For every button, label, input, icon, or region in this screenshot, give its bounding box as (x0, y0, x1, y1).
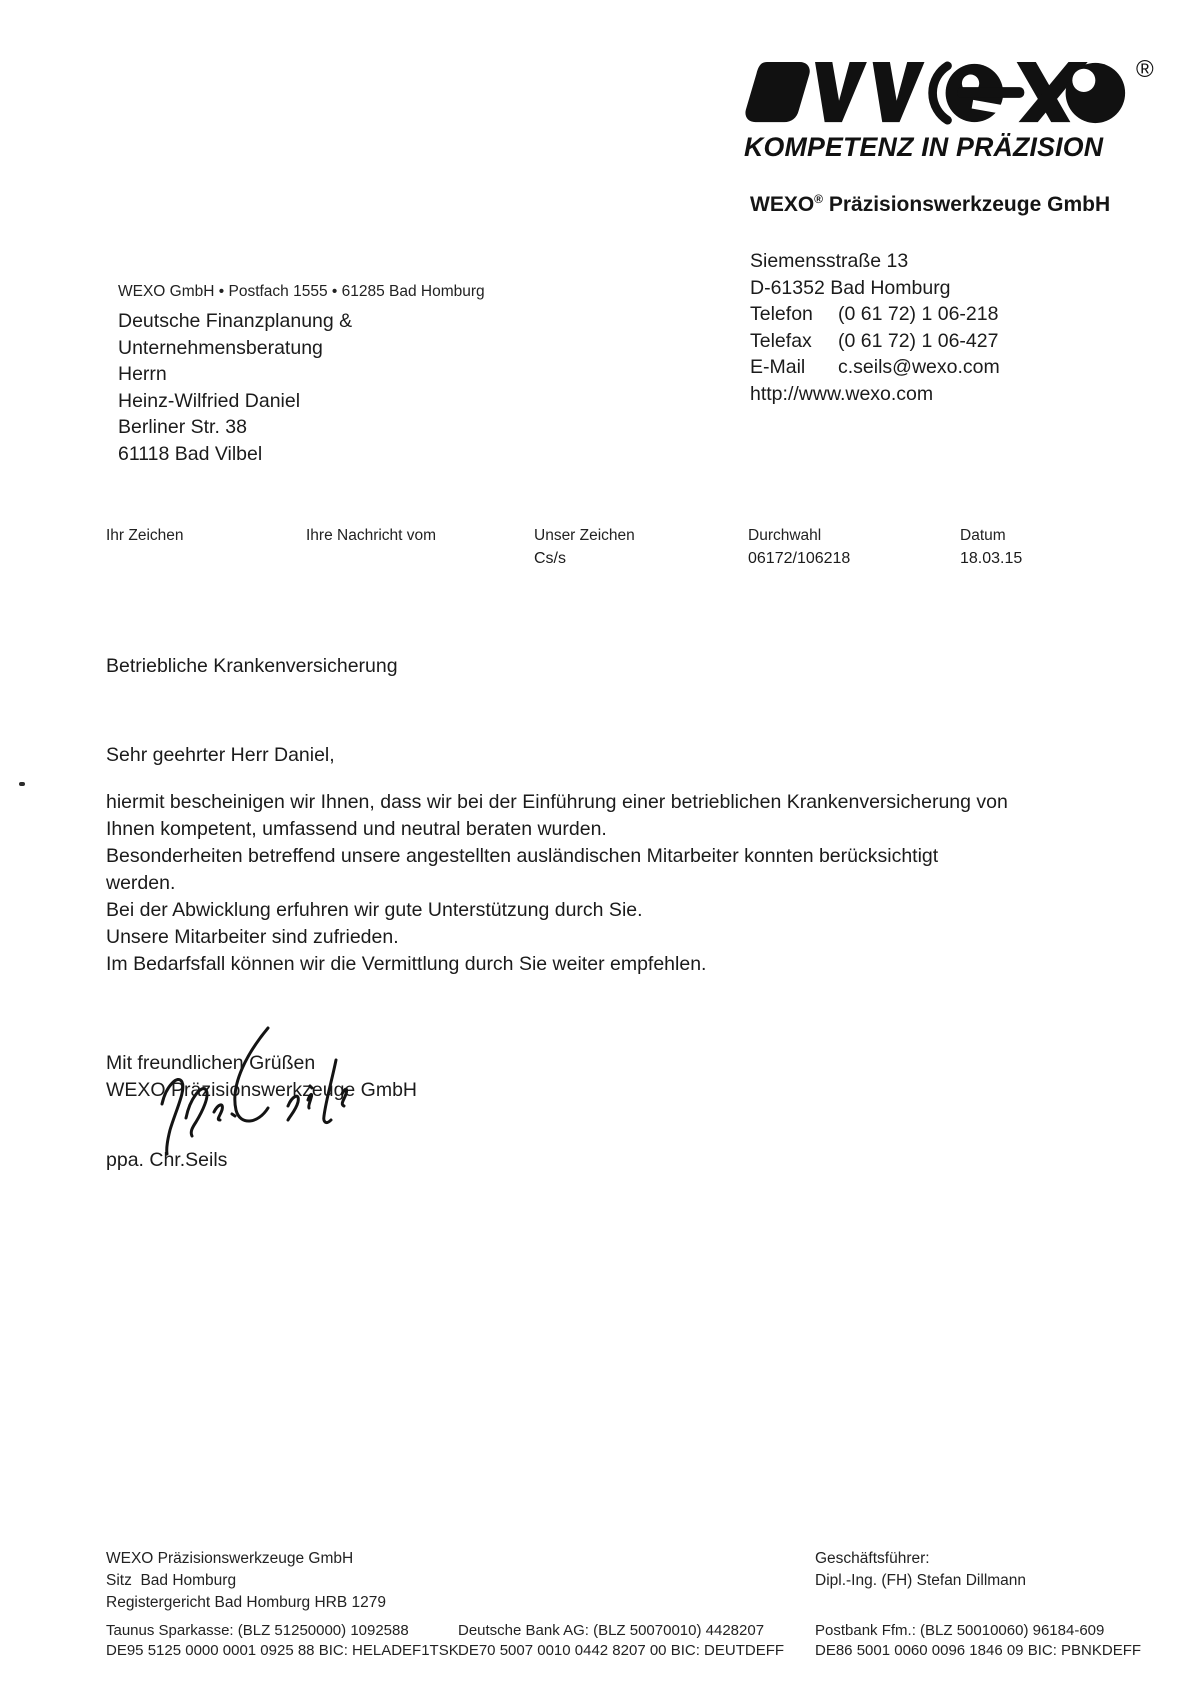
bank-column-postbank (815, 1621, 1141, 1661)
footer-management-line: Dipl.-Ing. (FH) Stefan Dillmann (815, 1571, 1027, 1589)
footer-company-line: WEXO Präzisionswerkzeuge GmbH (106, 1550, 354, 1567)
contact-fax-row (750, 328, 1000, 355)
logo-registered-mark: ® (1136, 56, 1154, 83)
subject-line: Betriebliche Krankenversicherung (106, 655, 398, 677)
bank-iban-line: DE95 5125 0000 0001 0925 88 BIC: HELADEF1TSK (106, 1641, 459, 1659)
bank-column-deutsche-bank (458, 1621, 784, 1661)
contact-website: http://www.wexo.com (750, 382, 934, 405)
bank-account-line: Deutsche Bank AG: (BLZ 50070010) 4428207 (458, 1622, 765, 1639)
recipient-line: 61118 Bad Vilbel (118, 442, 263, 465)
recipient-address (118, 308, 352, 468)
ref-value: 18.03.15 (960, 550, 1023, 567)
recipient-line: Heinz-Wilfried Daniel (118, 389, 301, 412)
body-line: Unsere Mitarbeiter sind zufrieden. (106, 926, 399, 948)
ref-label: Unser Zeichen (534, 527, 635, 544)
footer-company-line: Sitz Bad Homburg (106, 1571, 237, 1589)
signature-name: ppa. Chr.Seils (106, 1149, 228, 1171)
recipient-line: Unternehmensberatung (118, 336, 323, 359)
ref-label: Durchwahl (748, 527, 822, 544)
footer-company-line: Registergericht Bad Homburg HRB 1279 (106, 1593, 386, 1611)
body-line: werden. (106, 872, 176, 894)
ref-label: Ihre Nachricht vom (306, 527, 437, 544)
bank-column-taunus-sparkasse (106, 1621, 459, 1661)
phone-label: Telefon (750, 303, 813, 326)
recipient-line: Herrn (118, 363, 167, 386)
wexo-logo-icon (744, 60, 1128, 126)
closing-block (106, 1050, 417, 1104)
closing-company: WEXO Präzisionswerkzeuge GmbH (106, 1079, 418, 1101)
body-line: Besonderheiten betreffend unsere angestellten ausländischen Mitarbeiter konnten berücksichtigt (106, 845, 939, 867)
email-label: E-Mail (750, 356, 806, 379)
footer-company-block (106, 1548, 386, 1613)
contact-city: D-61352 Bad Homburg (750, 276, 951, 299)
closing-greeting: Mit freundlichen Grüßen (106, 1052, 316, 1074)
footer-management-block (815, 1548, 1026, 1592)
body-line: Im Bedarfsfall können wir die Vermittlung durch Sie weiter empfehlen. (106, 953, 707, 975)
company-registered-mark: ® (814, 192, 824, 206)
company-name-main: WEXO (750, 193, 815, 216)
wexo-logo-block (744, 56, 1184, 163)
bank-iban-line: DE70 5007 0010 0442 8207 00 BIC: DEUTDEFF (458, 1641, 785, 1659)
ref-col-ihr-zeichen (106, 527, 184, 568)
email-value: c.seils@wexo.com (838, 356, 1000, 379)
phone-value: (0 61 72) 1 06-218 (838, 303, 999, 326)
fax-label: Telefax (750, 329, 812, 352)
recipient-line: Deutsche Finanzplanung & (118, 310, 353, 332)
reference-row (0, 527, 1198, 587)
ref-value: 06172/106218 (748, 550, 851, 567)
logo-tagline: KOMPETENZ IN PRÄZISION (744, 132, 1104, 162)
sender-return-address: WEXO GmbH • Postfach 1555 • 61285 Bad Homburg (118, 283, 485, 300)
salutation: Sehr geehrter Herr Daniel, (106, 744, 335, 766)
bank-account-line: Taunus Sparkasse: (BLZ 51250000) 1092588 (106, 1622, 409, 1639)
bank-iban-line: DE86 5001 0060 0096 1846 09 BIC: PBNKDEFF (815, 1641, 1142, 1659)
ref-col-datum (960, 527, 1022, 568)
ref-col-ihre-nachricht (306, 527, 436, 568)
body-line: hiermit bescheinigen wir Ihnen, dass wir bei der Einführung einer betrieblichen Krankenversicherung von (106, 791, 1008, 813)
ref-label: Datum (960, 527, 1006, 544)
recipient-line: Berliner Str. 38 (118, 416, 247, 439)
contact-email-row (750, 354, 1000, 381)
ref-col-unser-zeichen (534, 527, 635, 568)
ref-label: Ihr Zeichen (106, 527, 184, 544)
body-line: Bei der Abwicklung erfuhren wir gute Unterstützung durch Sie. (106, 899, 643, 921)
letter-body (106, 789, 1008, 978)
contact-block (750, 248, 1000, 408)
company-name (750, 192, 1110, 217)
contact-phone-row (750, 301, 1000, 328)
ref-value (106, 550, 184, 568)
ref-col-durchwahl (748, 527, 850, 568)
fax-value: (0 61 72) 1 06-427 (838, 329, 999, 352)
footer-management-line: Geschäftsführer: (815, 1550, 930, 1567)
scan-artifact-dot (19, 782, 25, 786)
contact-street: Siemensstraße 13 (750, 250, 909, 272)
ref-value: Cs/s (534, 550, 566, 567)
ref-value (306, 550, 436, 568)
bank-account-line: Postbank Ffm.: (BLZ 50010060) 96184-609 (815, 1622, 1105, 1639)
body-line: Ihnen kompetent, umfassend und neutral beraten wurden. (106, 818, 607, 840)
company-name-suffix: Präzisionswerkzeuge GmbH (823, 193, 1111, 216)
